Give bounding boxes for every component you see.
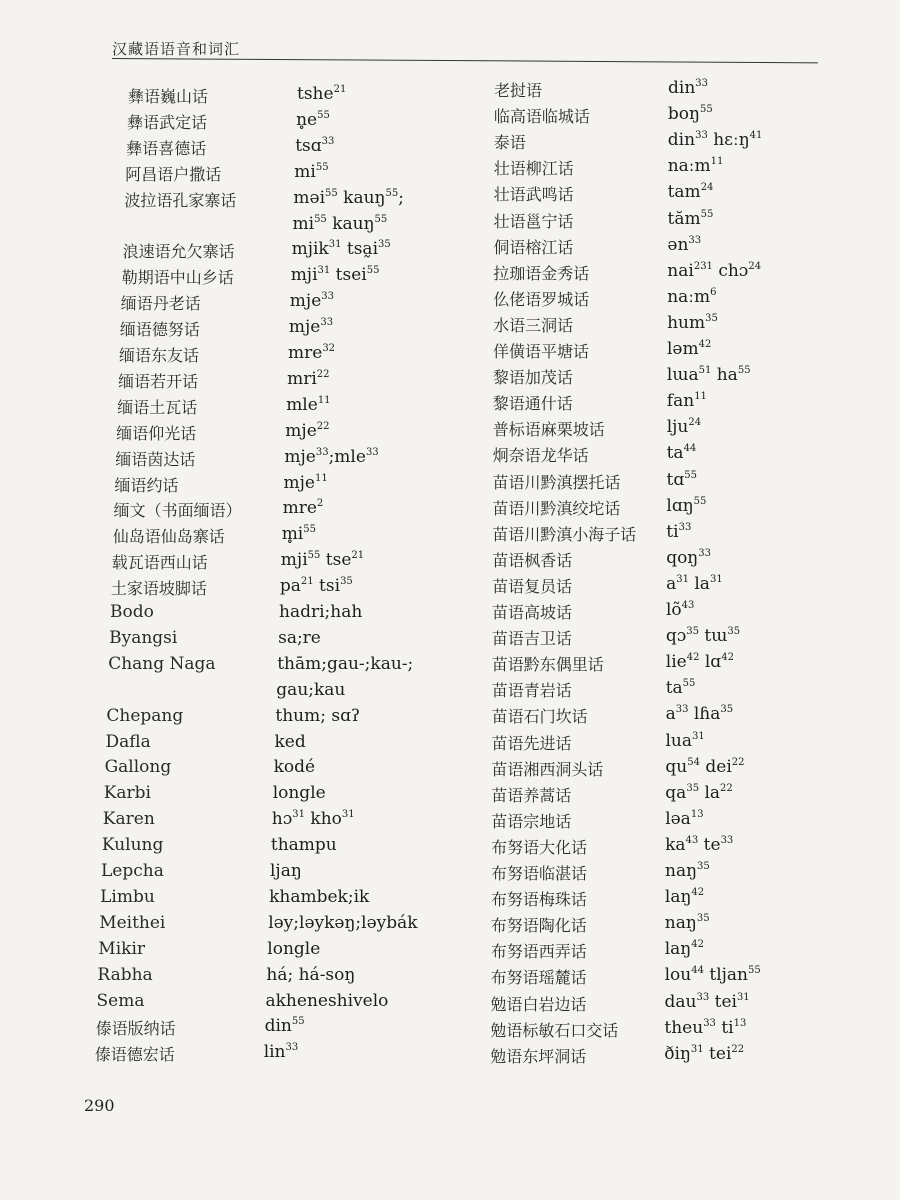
language-name: 彝语喜德话 xyxy=(126,138,207,158)
word-form: mre$^{32}$ xyxy=(288,343,336,363)
language-name: 苗语川黔滇摆托话 xyxy=(492,472,621,492)
language-name: 壮语武鸣话 xyxy=(493,185,574,205)
word-form: $ta^{44}$ xyxy=(666,443,697,464)
word-form: naːm$^6$ xyxy=(667,286,717,307)
language-name: Dafla xyxy=(105,731,151,752)
language-name: Chepang xyxy=(106,705,184,726)
word-form: akheneshivelo xyxy=(265,990,389,1011)
word-form: boŋ$^{55}$ xyxy=(667,104,713,125)
word-form: mje$^{11}$ xyxy=(283,472,328,493)
language-name: 缅语仰光话 xyxy=(116,423,197,443)
language-name: 黎语通什话 xyxy=(492,394,573,414)
language-name: 布努语临湛话 xyxy=(491,864,588,883)
language-name: 载瓦语西山话 xyxy=(111,553,208,573)
word-form: $mi^{55}$ xyxy=(294,161,329,182)
word-form: lin$^{33}$ xyxy=(263,1042,299,1063)
word-form: ən$^{33}$ xyxy=(667,234,702,255)
word-form: nai$^{231}$ chɔ$^{24}$ xyxy=(667,260,762,281)
word-form: ləy;ləykəŋ;ləybák xyxy=(268,912,418,933)
word-form: laŋ$^{42}$ xyxy=(664,887,705,908)
language-name: 布努语陶化话 xyxy=(490,916,587,936)
language-name: 苗语石门坎话 xyxy=(491,707,588,727)
word-form: $ka^{43}$ $te^{33}$ xyxy=(665,834,734,855)
word-form: mje$^{33}$;mle$^{33}$ xyxy=(284,446,379,467)
page-number: 290 xyxy=(84,1096,115,1115)
word-form: tsɑ$^{33}$ xyxy=(295,135,335,156)
language-name: Limbu xyxy=(100,886,155,907)
word-form: mri$^{22}$ xyxy=(287,368,330,389)
word-form: tshe$^{21}$ xyxy=(297,84,347,104)
word-form: mre$^2$ xyxy=(282,498,324,519)
language-name: 黎语加茂话 xyxy=(492,368,573,388)
language-name: 勒期语中山乡话 xyxy=(121,268,234,288)
language-name: 布努语梅珠话 xyxy=(490,890,587,910)
word-form: ljaŋ xyxy=(270,861,302,881)
language-name: 壮语柳江话 xyxy=(493,159,574,179)
word-form: din$^{33}$ hɛːŋ$^{41}$ xyxy=(667,130,763,151)
language-name: Bodo xyxy=(110,602,154,622)
word-form: khambek;ik xyxy=(269,886,370,907)
word-form: $lõ^{43}$ xyxy=(666,600,695,620)
word-form: lju$^{24}$ xyxy=(666,417,702,438)
word-form: tam$^{24}$ xyxy=(667,182,714,203)
word-form: hɔ$^{31}$ kho$^{31}$ xyxy=(271,809,355,830)
word-form: din$^{33}$ xyxy=(668,78,709,98)
language-name: 苗语先进话 xyxy=(491,733,572,753)
language-name: 彝语巍山话 xyxy=(128,87,209,106)
language-name: 苗语川黔滇绞坨话 xyxy=(492,498,621,518)
word-form: lɯa$^{51}$ $ha^{55}$ xyxy=(666,365,751,386)
word-form: $m̥i^{55}$ xyxy=(281,524,316,545)
word-form: tɑ$^{55}$ xyxy=(666,469,697,490)
running-header: 汉藏语语音和词汇 xyxy=(112,40,241,58)
word-form: naŋ$^{35}$ xyxy=(665,861,710,881)
word-form: lie$^{42}$ lɑ$^{42}$ xyxy=(665,652,734,673)
word-form: $ti^{33}$ xyxy=(666,521,692,542)
word-form: mle$^{11}$ xyxy=(286,394,331,415)
word-form: mjik$^{31}$ $tsa̰i^{35}$ xyxy=(291,239,391,260)
language-name: Karbi xyxy=(103,783,151,804)
word-form: $ta^{55}$ xyxy=(665,678,696,699)
language-name: 佯僙语平塘话 xyxy=(493,342,590,361)
language-name: 水语三洞话 xyxy=(493,315,574,335)
language-name: 侗语榕江话 xyxy=(493,237,574,257)
language-name: 缅语土瓦话 xyxy=(117,397,198,417)
language-name: Rabha xyxy=(97,964,153,985)
word-form: theu$^{33}$ $ti^{13}$ xyxy=(664,1017,747,1038)
language-name: 苗语黔东偶里话 xyxy=(491,655,604,675)
language-name: 仙岛语仙岛寨话 xyxy=(112,527,225,547)
word-form: $qu^{54}$ dei$^{22}$ xyxy=(665,756,745,777)
language-name: 临高语临城话 xyxy=(493,107,590,127)
header-rule xyxy=(112,58,818,63)
word-form: longle xyxy=(267,938,321,959)
word-form: ðiŋ$^{31}$ tei$^{22}$ xyxy=(664,1043,745,1064)
language-name: 阿昌语户撒话 xyxy=(125,164,222,184)
word-form: lɑŋ$^{55}$ xyxy=(666,495,707,516)
word-form: $qa^{35}$ $la^{22}$ xyxy=(665,782,733,803)
word-form: $a^{31}$ $la^{31}$ xyxy=(666,573,723,594)
language-name: 壮语邕宁话 xyxy=(493,211,574,231)
word-form: mje$^{33}$ xyxy=(289,291,334,312)
language-name: 土家语坡脚话 xyxy=(110,579,207,599)
language-name: 苗语枫香话 xyxy=(492,550,573,570)
language-name: 拉珈语金秀话 xyxy=(493,263,590,283)
word-form: thampu xyxy=(270,835,337,856)
language-name: 老挝语 xyxy=(494,81,543,100)
language-name: Karen xyxy=(102,809,155,830)
language-name: Mikir xyxy=(98,938,146,959)
word-form: qoŋ$^{33}$ xyxy=(666,547,711,568)
word-form: mji$^{55}$ tse$^{21}$ xyxy=(280,550,365,571)
word-form: há; há-soŋ xyxy=(266,964,356,985)
language-name: 缅语东友话 xyxy=(119,346,200,365)
word-form: hadri;hah xyxy=(279,602,363,622)
word-form: tăm$^{55}$ xyxy=(667,208,714,229)
word-form: ləm$^{42}$ xyxy=(667,339,712,359)
language-name: 浪速语允欠寨话 xyxy=(122,242,235,262)
word-form: mji$^{31}$ tsei$^{55}$ xyxy=(290,265,380,286)
language-name: Sema xyxy=(96,990,145,1011)
language-name: 缅语约话 xyxy=(114,475,179,495)
language-name: 炯奈语龙华话 xyxy=(492,446,589,466)
language-name: Kulung xyxy=(101,835,164,856)
language-name: 勉语标敏石口交话 xyxy=(490,1020,619,1040)
language-name: 苗语青岩话 xyxy=(491,681,572,701)
language-name: 傣语德宏话 xyxy=(94,1045,175,1065)
language-name: 缅文（书面缅语） xyxy=(113,501,242,521)
language-name: 布努语大化话 xyxy=(491,837,588,857)
word-form: sa;re xyxy=(278,627,321,648)
word-form: fan$^{11}$ xyxy=(666,391,707,412)
language-name: 苗语川黔滇小海子话 xyxy=(492,524,637,544)
word-form: naːm$^{11}$ xyxy=(667,156,724,177)
word-form: ləa$^{13}$ xyxy=(665,808,704,829)
word-form: $n̥e^{55}$ xyxy=(296,109,330,130)
word-form: lou$^{44}$ tljan$^{55}$ xyxy=(664,965,761,986)
language-name: 勉语白岩边话 xyxy=(490,994,587,1014)
word-form: hum$^{35}$ xyxy=(667,312,718,333)
word-form: gau;kau xyxy=(276,679,346,700)
word-form: laŋ$^{42}$ xyxy=(664,939,704,960)
language-name: 泰语 xyxy=(493,133,526,153)
language-name: 普标语麻栗坡话 xyxy=(492,420,605,440)
language-name: 苗语吉卫话 xyxy=(491,629,572,649)
word-form: kodé xyxy=(273,757,316,778)
language-name: 苗语高坡话 xyxy=(492,603,573,622)
language-name: Chang Naga xyxy=(108,653,216,674)
language-name: 苗语复员话 xyxy=(492,576,573,596)
language-name: Byangsi xyxy=(109,627,178,648)
word-form: lua$^{31}$ xyxy=(665,730,705,751)
word-form: məi$^{55}$ kauŋ$^{55}$; xyxy=(293,187,404,208)
language-name: Meithei xyxy=(99,912,166,933)
language-name: 勉语东坪洞话 xyxy=(490,1046,587,1066)
word-form: longle xyxy=(272,783,326,804)
language-name: 缅语若开话 xyxy=(118,371,199,391)
language-name: 苗语养蒿话 xyxy=(491,785,572,805)
language-name: 缅语丹老话 xyxy=(120,294,201,314)
language-name: 仫佬语罗城话 xyxy=(493,289,590,309)
language-name: 缅语茵达话 xyxy=(115,449,196,469)
word-form: $mi^{55}$ kauŋ$^{55}$ xyxy=(292,213,388,234)
word-form: naŋ$^{35}$ xyxy=(664,913,710,934)
word-form: thum; sɑʔ xyxy=(275,705,361,726)
language-name: 彝语武定话 xyxy=(127,112,208,132)
word-form: din$^{55}$ xyxy=(264,1016,305,1037)
word-form: mje$^{33}$ xyxy=(288,317,334,338)
word-form: ked xyxy=(274,731,306,752)
word-form: thām;gau-;kau-; xyxy=(277,653,414,674)
language-name: 苗语湘西洞头话 xyxy=(491,759,604,779)
word-form: $a^{33}$ lɦa$^{35}$ xyxy=(665,704,734,725)
language-name: 傣语版纳话 xyxy=(95,1019,176,1039)
language-name: 布努语瑶麓话 xyxy=(490,968,587,988)
word-form: qɔ$^{35}$ tɯ$^{35}$ xyxy=(665,626,741,647)
language-name: Lepcha xyxy=(101,861,164,881)
language-name: 苗语宗地话 xyxy=(491,811,572,831)
word-form: $pa^{21}$ tsi$^{35}$ xyxy=(279,576,353,597)
language-name: 波拉语孔家寨话 xyxy=(124,190,237,210)
language-name: 布努语西弄话 xyxy=(490,942,587,962)
word-form: dau$^{33}$ tei$^{31}$ xyxy=(664,991,750,1012)
language-name: Gallong xyxy=(104,757,172,778)
word-form: mje$^{22}$ xyxy=(285,420,330,441)
language-name: 缅语德努话 xyxy=(119,320,200,340)
